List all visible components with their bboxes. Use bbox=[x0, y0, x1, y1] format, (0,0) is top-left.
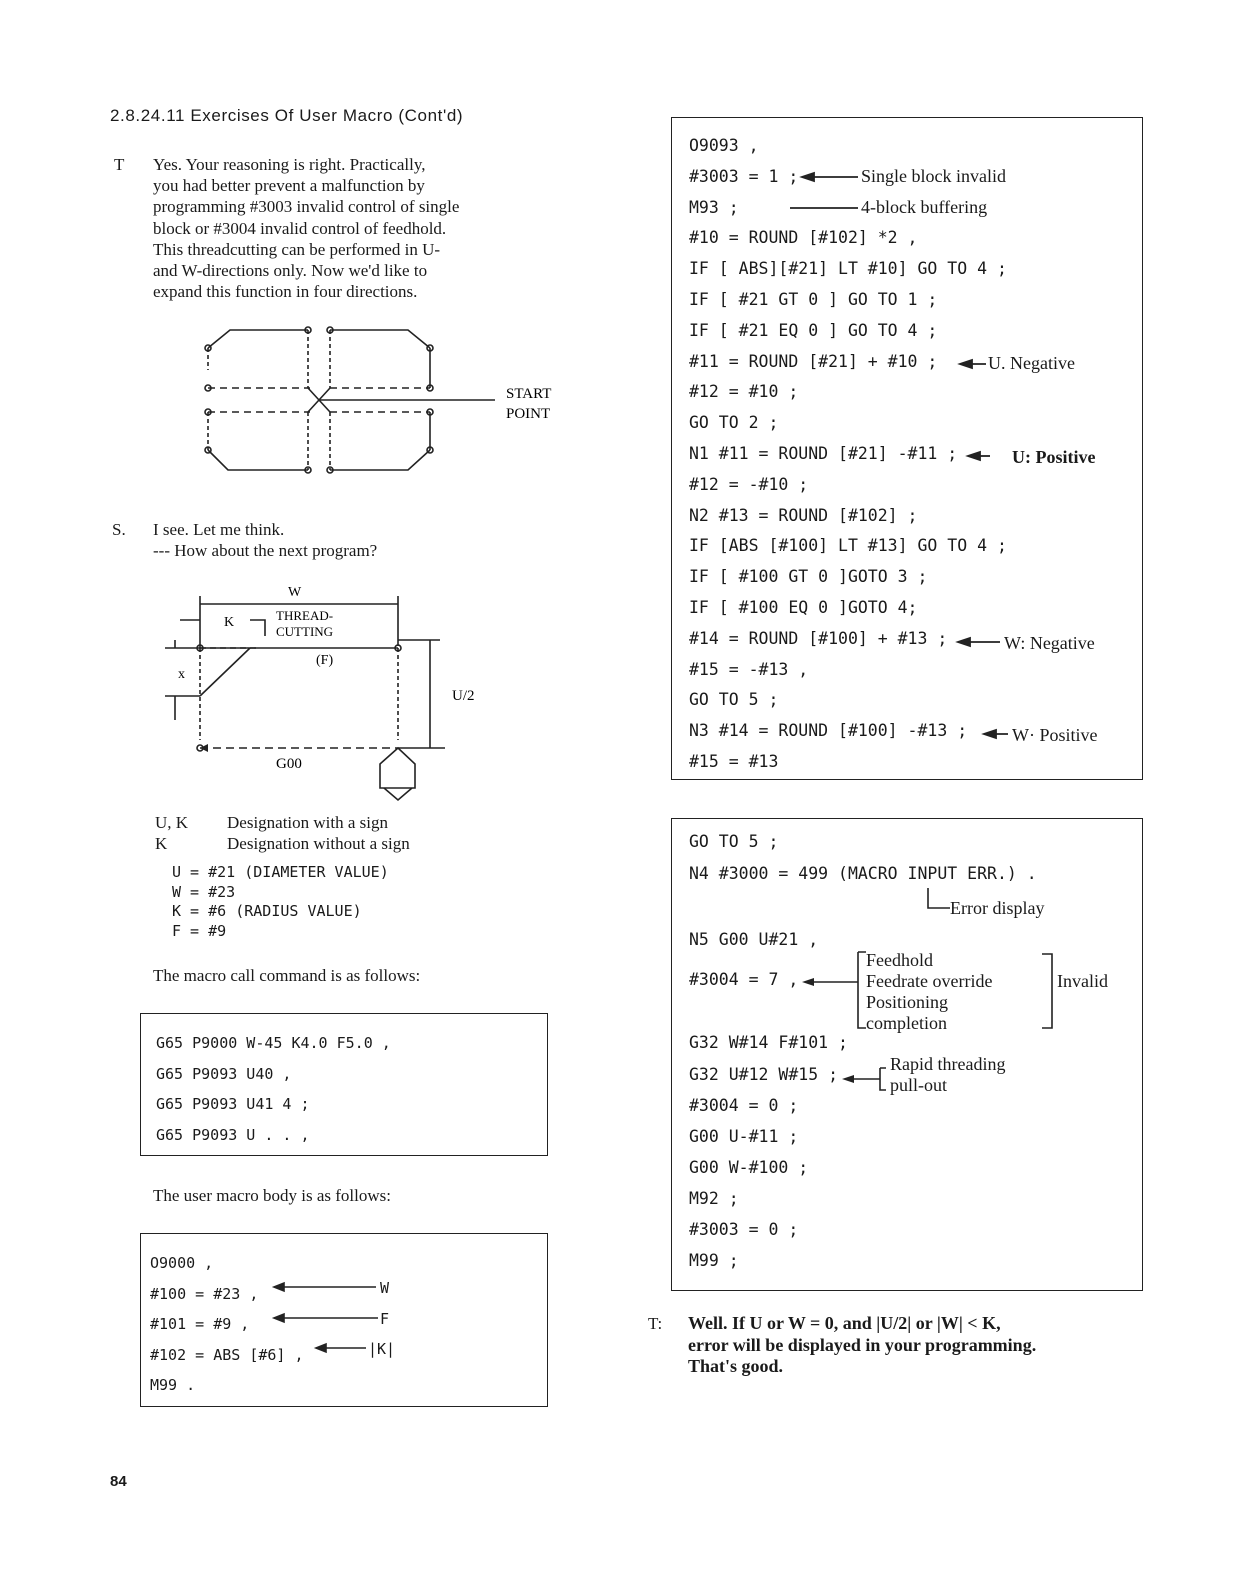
program-line: #12 = #10 ; bbox=[689, 382, 799, 402]
teacher-line: block or #3004 invalid control of feedhold. bbox=[153, 218, 447, 238]
error-display-note: Error display bbox=[950, 898, 1045, 918]
macro-body-line: #101 = #9 , bbox=[150, 1315, 250, 1333]
program2-line: GO TO 5 ; bbox=[689, 832, 779, 851]
program-1-arrows bbox=[790, 165, 1030, 765]
feedhold-item: completion bbox=[866, 1013, 947, 1033]
macro-note-w: W bbox=[380, 1279, 390, 1297]
f-label: (F) bbox=[316, 653, 334, 668]
assignment-list bbox=[172, 863, 389, 941]
macro-call-intro: The macro call command is as follows: bbox=[153, 966, 421, 985]
macro-body-line: #102 = ABS [#6] , bbox=[150, 1345, 304, 1364]
macro-body-intro: The user macro body is as follows: bbox=[153, 1186, 391, 1205]
student-speaker: S. bbox=[112, 520, 126, 539]
teacher-line: you had better prevent a malfunction by bbox=[153, 176, 425, 196]
conclusion-line: That's good. bbox=[688, 1356, 784, 1376]
teacher-line: This threadcutting can be performed in U- bbox=[153, 239, 441, 259]
page-number: 84 bbox=[110, 1473, 127, 1490]
assignment: U = #21 (DIAMETER VALUE) bbox=[172, 863, 389, 881]
point-label: POINT bbox=[506, 406, 551, 422]
program-line: #15 = #13 bbox=[689, 751, 779, 771]
teacher-line: expand this function in four directions. bbox=[153, 282, 418, 302]
program2-line: G00 U-#11 ; bbox=[689, 1127, 799, 1146]
macro-call-line: G65 P9093 U40 , bbox=[156, 1064, 292, 1083]
macro-body-line: #100 = #23 , bbox=[150, 1284, 259, 1303]
thread-label-1: THREAD- bbox=[276, 608, 334, 623]
student-line: --- How about the next program? bbox=[153, 541, 378, 560]
x-label: x bbox=[178, 667, 185, 682]
macro-call-line: G65 P9000 W-45 K4.0 F5.0 , bbox=[156, 1034, 391, 1052]
program-line: O9093 , bbox=[689, 136, 759, 155]
g00-label: G00 bbox=[276, 756, 302, 772]
section-heading: 2.8.24.11 Exercises Of User Macro (Cont'd) bbox=[110, 106, 464, 125]
program2-line: #3004 = 0 ; bbox=[689, 1096, 799, 1115]
macro-body-line: M99 . bbox=[150, 1376, 196, 1394]
rapid-note-2: pull-out bbox=[890, 1075, 947, 1095]
macro-call-line: G65 P9093 U . . , bbox=[156, 1125, 310, 1144]
program-line: IF [ #100 EQ 0 ]GOTO 4; bbox=[689, 597, 918, 617]
designations bbox=[155, 812, 410, 854]
program2-line: M92 ; bbox=[689, 1189, 739, 1208]
program2-line: #3004 = 7 , bbox=[689, 970, 799, 989]
program2-line: N4 #3000 = 499 (MACRO INPUT ERR.) . bbox=[689, 864, 1037, 883]
w-label: W bbox=[288, 585, 302, 600]
program2-line: #3003 = 0 ; bbox=[689, 1220, 799, 1239]
program-line: N1 #11 = ROUND [#21] -#11 ; bbox=[689, 443, 958, 463]
program-line: #11 = ROUND [#21] + #10 ; bbox=[689, 351, 938, 371]
feedhold-item: Positioning bbox=[866, 992, 949, 1012]
k-label: K bbox=[224, 615, 235, 630]
program-line: IF [ #100 GT 0 ]GOTO 3 ; bbox=[689, 567, 928, 587]
teacher-line: Yes. Your reasoning is right. Practically, bbox=[153, 155, 426, 174]
feedhold-item: Feedhold bbox=[866, 950, 933, 970]
rapid-note-1: Rapid threading bbox=[890, 1054, 1006, 1074]
macro-body-line: O9000 , bbox=[150, 1254, 214, 1272]
program-line: #10 = ROUND [#102] *2 , bbox=[689, 228, 918, 248]
designation-desc: Designation with a sign bbox=[227, 813, 389, 832]
feedhold-item: Feedrate override bbox=[866, 971, 993, 991]
teacher-paragraph bbox=[153, 154, 459, 302]
program-line: GO TO 5 ; bbox=[689, 690, 779, 710]
four-direction-diagram bbox=[190, 320, 570, 490]
program2-line: G00 W-#100 ; bbox=[689, 1158, 809, 1177]
conclusion-paragraph bbox=[688, 1313, 1036, 1378]
note-u-negative: U. Negative bbox=[988, 353, 1075, 373]
designation-desc: Designation without a sign bbox=[227, 834, 410, 853]
note-buffering: 4-block buffering bbox=[861, 197, 988, 217]
u2-label: U/2 bbox=[452, 688, 475, 704]
program-line: #14 = ROUND [#100] + #13 ; bbox=[689, 628, 948, 648]
threading-diagram bbox=[140, 578, 500, 808]
macro-call-line: G65 P9093 U41 4 ; bbox=[156, 1095, 310, 1113]
macro-call-lines bbox=[156, 1028, 391, 1150]
designation-row bbox=[155, 833, 410, 854]
designation-symbol: K bbox=[155, 834, 168, 853]
conclusion-speaker: T: bbox=[648, 1314, 663, 1333]
thread-label-2: CUTTING bbox=[276, 624, 334, 639]
program2-line: N5 G00 U#21 , bbox=[689, 930, 819, 949]
program-line: IF [ ABS][#21] LT #10] GO TO 4 ; bbox=[689, 259, 1007, 279]
program2-line: G32 U#12 W#15 ; bbox=[689, 1065, 839, 1084]
teacher-line: programming #3003 invalid control of single bbox=[153, 197, 460, 217]
assignment: F = #9 bbox=[172, 921, 227, 940]
student-line: I see. Let me think. bbox=[153, 520, 285, 539]
start-label: START bbox=[506, 386, 552, 402]
conclusion-line: Well. If U or W = 0, and |U/2| or |W| < K, bbox=[688, 1313, 1001, 1333]
assignment: K = #6 (RADIUS VALUE) bbox=[172, 902, 362, 920]
macro-note-k: |K| bbox=[368, 1340, 396, 1358]
program-line: IF [ #21 EQ 0 ] GO TO 4 ; bbox=[689, 320, 938, 340]
designation-symbol: U, K bbox=[155, 813, 189, 832]
program2-line: G32 W#14 F#101 ; bbox=[689, 1033, 848, 1052]
program-line: N3 #14 = ROUND [#100] -#13 ; bbox=[689, 721, 968, 741]
teacher-line: and W-directions only. Now we'd like to bbox=[153, 261, 428, 281]
program-line: #15 = -#13 , bbox=[689, 659, 809, 679]
conclusion-line: error will be displayed in your programming. bbox=[688, 1334, 1037, 1355]
note-w-positive: W· Positive bbox=[1012, 725, 1098, 745]
student-paragraph bbox=[153, 519, 377, 561]
invalid-note: Invalid bbox=[1057, 971, 1108, 991]
program-line: IF [ABS [#100] LT #13] GO TO 4 ; bbox=[689, 536, 1007, 556]
program-line: #12 = -#10 ; bbox=[689, 474, 809, 494]
note-w-negative: W: Negative bbox=[1004, 633, 1095, 653]
program-line: IF [ #21 GT 0 ] GO TO 1 ; bbox=[689, 289, 938, 309]
note-u-positive: U: Positive bbox=[1012, 447, 1096, 467]
macro-note-f: F bbox=[380, 1310, 390, 1328]
program2-line: M99 ; bbox=[689, 1251, 739, 1270]
note-single-block: Single block invalid bbox=[861, 166, 1006, 186]
teacher-speaker: T bbox=[114, 155, 125, 174]
program-line: GO TO 2 ; bbox=[689, 413, 779, 433]
program-line: #3003 = 1 ; bbox=[689, 166, 799, 186]
program-line: N2 #13 = ROUND [#102] ; bbox=[689, 505, 918, 525]
feedhold-list bbox=[866, 950, 992, 1034]
designation-row bbox=[155, 812, 410, 833]
assignment: W = #23 bbox=[172, 882, 236, 901]
program-line: M93 ; bbox=[689, 197, 739, 217]
